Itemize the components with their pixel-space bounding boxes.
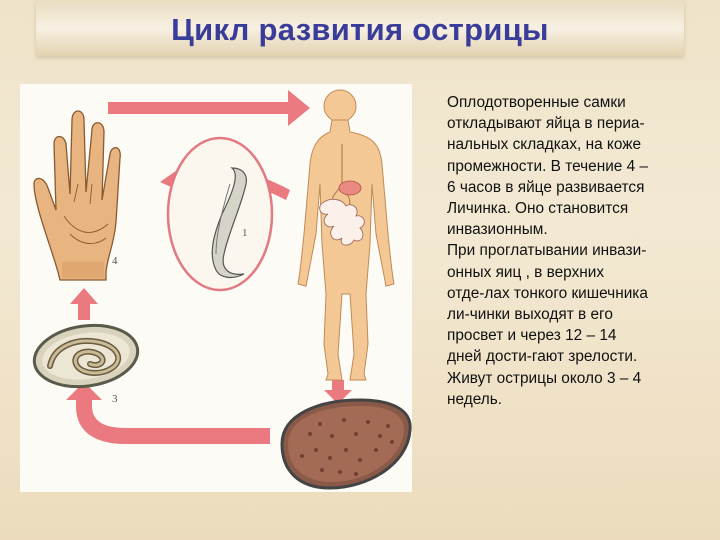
hand-drawing: [34, 111, 120, 280]
label-1: 1: [242, 227, 248, 239]
label-4: 4: [112, 255, 118, 267]
human-body: [298, 90, 394, 380]
worm-circle: [168, 138, 272, 290]
large-egg: [282, 400, 410, 488]
label-3: 3: [112, 393, 118, 405]
slide-title: Цикл развития острицы: [171, 12, 549, 47]
description-text: [447, 92, 707, 410]
description-paragraph-1: Оплодотворенные самки откладывают яйца в периа- нальных складках, на коже промежности. В течение 4 – 6 часов в яйце развивается Личинка. Оно становится инвазионным.: [447, 94, 649, 239]
larva-egg: [30, 319, 141, 393]
description-paragraph-2: При проглатывании инвази- онных яиц , в верхних отде-лах тонкого кишечника ли-чинки выходят в его просвет и через 12 – 14 дней дости-гают зрелости. Живут острицы около 3 – 4 недель.: [447, 242, 648, 408]
arrow-hand-to-body: [108, 90, 310, 126]
arrow-larva-to-hand: [70, 288, 98, 320]
lifecycle-illustration: [20, 84, 412, 492]
arrow-egg-to-larva: [66, 382, 270, 444]
lifecycle-svg: [20, 84, 412, 492]
